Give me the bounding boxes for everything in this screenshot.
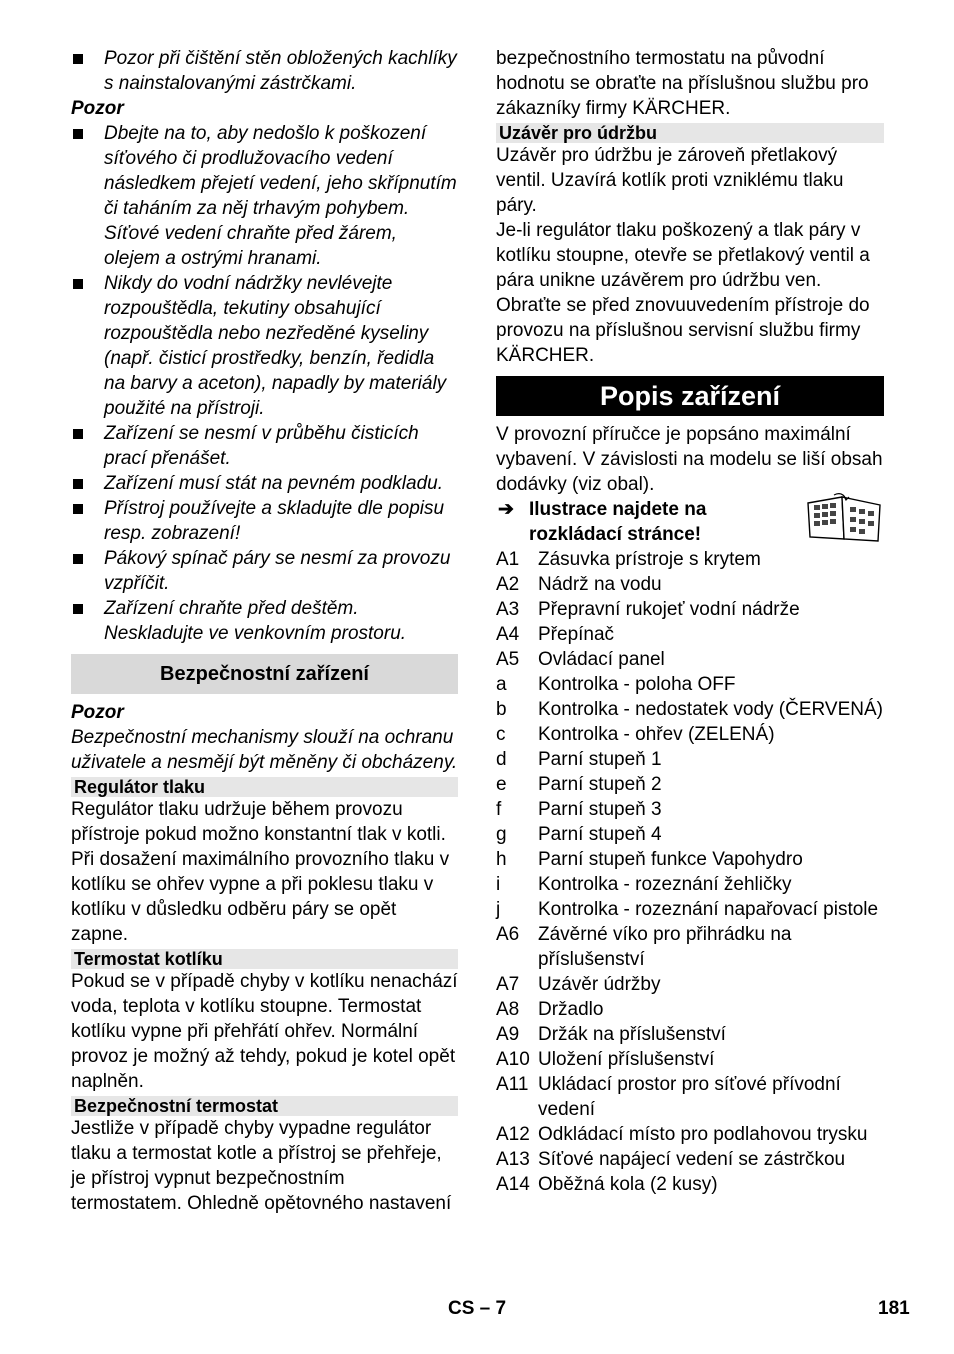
list-item-label: Síťové napájecí vedení se zástrčkou (538, 1149, 846, 1170)
list-item-key: A12 (496, 1124, 530, 1145)
page-number: 181 (878, 1298, 910, 1319)
section-heading: Bezpečnostní zařízení (71, 654, 458, 694)
list-item-key: a (496, 674, 507, 695)
list-item-key: A1 (496, 549, 520, 570)
list-item-key: c (496, 724, 506, 745)
bullet-item: Zařízení musí stát na pevném podkladu. (71, 471, 458, 496)
list-item (496, 1022, 884, 1047)
list-item-key: A14 (496, 1174, 530, 1195)
list-item-label: Přepínač (538, 624, 615, 645)
paragraph: Regulátor tlaku udržuje během provozu přístroje pokud možno konstantní tlak v kotli. Při dosažení maximálního provozního tlaku v kotlíku se ohřev vypne a při poklesu tlaku v kotlíku v důsledku odběru páry se opět zapne. (71, 799, 450, 945)
list-item-label: Držák na příslušenství (538, 1024, 726, 1045)
list-item (496, 847, 884, 872)
paragraph: Jestliže v případě chyby vypadne regulátor tlaku a termostat kotle a přístroj se přehřeje, je přístroj vypnut bezpečnostním termostatem. Ohledně opětovného nastavení (71, 1118, 452, 1214)
list-item-label: Kontrolka - rozeznání žehličky (538, 874, 792, 895)
paragraph: Pokud se v případě chyby v kotlíku nenachází voda, teplota v kotlíku stoupne. Termostat kotlíku vypne při přehřátí ohřev. Normální provoz je možný až tehdy, pokud je kotel opět naplněn. (71, 971, 458, 1092)
list-item (496, 972, 884, 997)
list-item (496, 772, 884, 797)
bullet-item: Zařízení chraňte před deštěm. Neskladujte ve venkovním prostoru. (71, 596, 458, 646)
pozor-label: Pozor (71, 98, 124, 119)
list-item (496, 997, 884, 1022)
bullet-square-icon (73, 279, 83, 289)
list-item-label: Uzávěr údržby (538, 974, 661, 995)
list-item-key: A4 (496, 624, 520, 645)
list-item-key: A8 (496, 999, 520, 1020)
main-heading: Popis zařízení (496, 376, 884, 416)
list-item (496, 572, 884, 597)
list-item-key: A10 (496, 1049, 530, 1070)
list-item-label: Nádrž na vodu (538, 574, 662, 595)
paragraph: V provozní příručce je popsáno maximální vybavení. V závislosti na modelu se liší obsah dodávky (viz obal). (496, 424, 883, 495)
bullet-item: Pozor při čištění stěn obložených kachlíky s nainstalovanými zástrčkami. (71, 46, 458, 96)
bullet-item: Pákový spínač páry se nesmí za provozu vzpříčit. (71, 546, 458, 596)
list-item-key: d (496, 749, 507, 770)
list-item-key: A11 (496, 1074, 529, 1095)
list-item-label: Parní stupeň 2 (538, 774, 662, 795)
bullet-square-icon (73, 554, 83, 564)
subheading-maintenance-cap: Uzávěr pro údržbu (496, 123, 884, 143)
list-item-key: A7 (496, 974, 520, 995)
bullet-item: Nikdy do vodní nádržky nevlévejte rozpouštědla, tekutiny obsahující rozpouštědla nebo nezředěné kyseliny (např. čisticí prostředky, benzín, ředidla na barvy a aceton), napadly by materiály použité na přístroji. (71, 271, 458, 421)
bullet-square-icon (73, 479, 83, 489)
list-item-label: Parní stupeň funkce Vapohydro (538, 849, 803, 870)
list-item-label: Parní stupeň 3 (538, 799, 662, 820)
list-item-label: Parní stupeň 4 (538, 824, 662, 845)
left-column (71, 46, 458, 1216)
bullet-square-icon (73, 54, 83, 64)
list-item-label: Ovládací panel (538, 649, 665, 670)
list-item (496, 1147, 884, 1172)
component-list (496, 547, 884, 1197)
list-item-label: Závěrné víko pro přihrádku na příslušenství (538, 924, 792, 970)
list-item (496, 597, 884, 622)
right-column (496, 46, 884, 1197)
list-item (496, 722, 884, 747)
list-item-label: Držadlo (538, 999, 604, 1020)
paragraph: Uzávěr pro údržbu je zároveň přetlakový ventil. Uzavírá kotlík proti vzniklému tlaku páry. (496, 145, 844, 216)
list-item-label: Oběžná kola (2 kusy) (538, 1174, 718, 1195)
footer-section-label: CS – 7 (448, 1298, 507, 1319)
bullet-item: Přístroj používejte a skladujte dle popisu resp. zobrazení! (71, 496, 458, 546)
list-item (496, 1047, 884, 1072)
list-item (496, 1122, 884, 1147)
list-item-label: Zásuvka prístroje s krytem (538, 549, 761, 570)
subheading-boiler-thermostat: Termostat kotlíku (71, 949, 458, 969)
list-item (496, 747, 884, 772)
list-item (496, 822, 884, 847)
pozor-text: Bezpečnostní mechanismy slouží na ochranu uživatele a nesmějí být měněny či obcházeny. (71, 727, 458, 773)
subheading-pressure-regulator: Regulátor tlaku (71, 777, 458, 797)
list-item (496, 622, 884, 647)
subheading-safety-thermostat: Bezpečnostní termostat (71, 1096, 458, 1116)
list-item (496, 797, 884, 822)
list-item-label: Kontrolka - nedostatek vody (ČERVENÁ) (538, 699, 883, 720)
list-item-key: e (496, 774, 507, 795)
bullet-square-icon (73, 604, 83, 614)
list-item-key: j (496, 899, 501, 920)
paragraph: bezpečnostního termostatu na původní hodnotu se obraťte na příslušnou službu pro zákazníky firmy KÄRCHER. (496, 48, 869, 119)
list-item (496, 872, 884, 897)
list-item-key: g (496, 824, 507, 845)
list-item-label: Parní stupeň 1 (538, 749, 662, 770)
list-item (496, 647, 884, 672)
list-item-key: A13 (496, 1149, 530, 1170)
paragraph: Je-li regulátor tlaku poškozený a tlak páry v kotlíku stoupne, otevře se přetlakový ventil a pára unikne uzávěrem pro údržbu ven. Obraťte se před znovuuvedením přístroje do provozu na příslušnou servisní službu firmy KÄRCHER. (496, 220, 870, 366)
list-item-label: Kontrolka - poloha OFF (538, 674, 736, 695)
list-item (496, 1172, 884, 1197)
fold-out-book-icon (804, 493, 884, 543)
bullet-square-icon (73, 504, 83, 514)
bullet-item: Dbejte na to, aby nedošlo k poškození síťového či prodlužovacího vedení následkem přejetí vedení, jeho skřípnutím či taháním za něj trhavým pohybem. Síťové vedení chraňte před žárem, olejem a ostrými hranami. (71, 121, 458, 271)
list-item-key: f (496, 799, 502, 820)
list-item-key: A6 (496, 924, 520, 945)
pozor-label: Pozor (71, 702, 124, 723)
illustration-reference: ➔ Ilustrace najdete na rozkládací stránce! (496, 497, 884, 547)
list-item (496, 672, 884, 697)
bullet-item: Zařízení se nesmí v průběhu čisticích prací přenášet. (71, 421, 458, 471)
arrow-right-icon: ➔ (498, 499, 514, 520)
list-item-label: Odkládací místo pro podlahovou trysku (538, 1124, 868, 1145)
list-item (496, 1072, 884, 1122)
list-item-label: Ukládací prostor pro síťové přívodní vedení (538, 1074, 841, 1120)
list-item-label: Přepravní rukojeť vodní nádrže (538, 599, 800, 620)
list-item-key: A9 (496, 1024, 520, 1045)
list-item (496, 547, 884, 572)
list-item (496, 697, 884, 722)
list-item-key: b (496, 699, 507, 720)
list-item-key: A3 (496, 599, 520, 620)
list-item-label: Kontrolka - ohřev (ZELENÁ) (538, 724, 775, 745)
list-item-key: h (496, 849, 507, 870)
list-item (496, 922, 884, 972)
list-item-label: Kontrolka - rozeznání napařovací pistole (538, 899, 879, 920)
list-item (496, 897, 884, 922)
list-item-key: i (496, 874, 501, 895)
list-item-label: Uložení příslušenství (538, 1049, 715, 1070)
bullet-square-icon (73, 129, 83, 139)
bullet-square-icon (73, 429, 83, 439)
list-item-key: A5 (496, 649, 520, 670)
list-item-key: A2 (496, 574, 520, 595)
